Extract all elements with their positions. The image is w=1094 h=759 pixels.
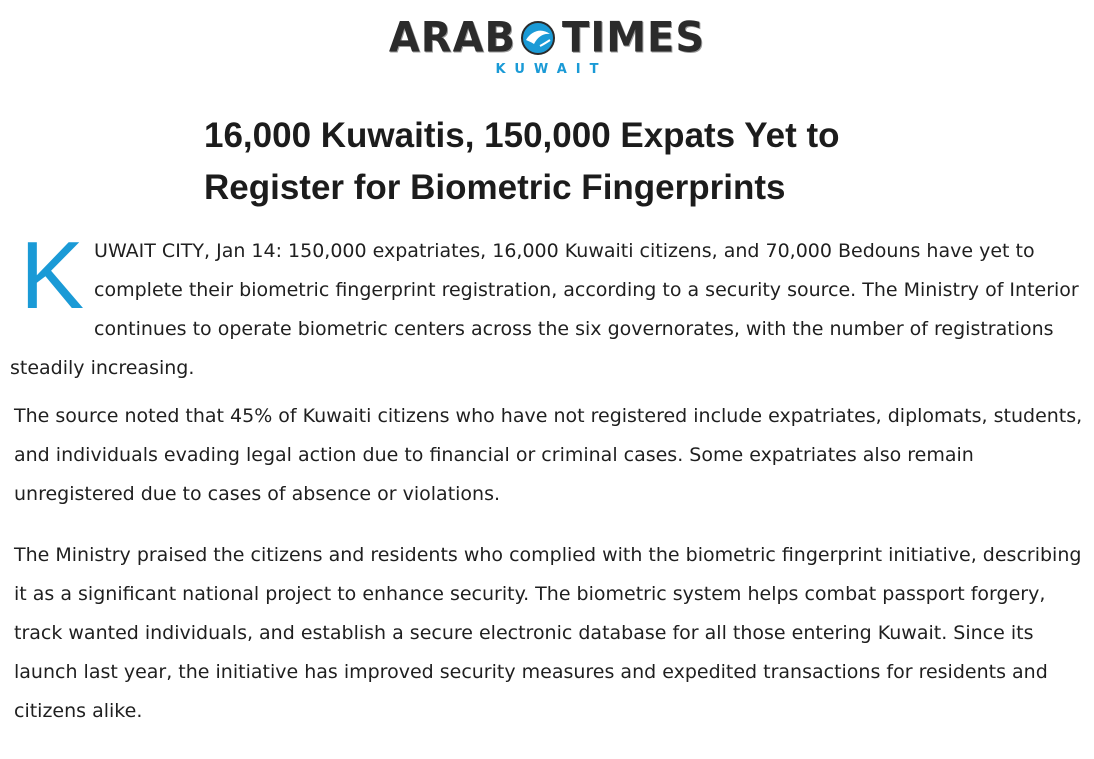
paragraph-2: The source noted that 45% of Kuwaiti citizens who have not registered include expatriates, diplomats, students, and individuals evading legal action due to financial or criminal cases. Some expatriates also remain unregistered due to cases of absence or violations. — [14, 405, 1083, 505]
paragraph-3: The Ministry praised the citizens and residents who complied with the biometric fingerprint initiative, describing it as a significant national project to enhance security. The biometric system helps combat passport forgery, track wanted individuals, and establish a secure electronic database for all those entering Kuwait. Since its launch last year, the initiative has improved security measures and expedited transactions for residents and citizens alike. — [14, 544, 1082, 722]
drop-cap: K — [20, 222, 85, 329]
masthead — [0, 14, 1094, 77]
lead-paragraph — [10, 222, 1086, 388]
logo-left-word: ARAB — [388, 13, 517, 63]
article-body — [10, 222, 1086, 731]
logo-subtitle: KUWAIT — [495, 62, 608, 77]
logo[interactable] — [0, 14, 1094, 62]
logo-right-word: TIMES — [562, 13, 706, 63]
globe-icon — [520, 20, 556, 56]
article-headline: 16,000 Kuwaitis, 150,000 Expats Yet to Register for Biometric Fingerprints — [204, 116, 840, 207]
lead-paragraph-text: UWAIT CITY, Jan 14: 150,000 expatriates, 16,000 Kuwaiti citizens, and 70,000 Bedouns have yet to complete their biometric fingerprint registration, according to a security source. The Ministry of Interior continues to operate biometric centers across the six governorates, with the number of registrations steadily increasing. — [10, 240, 1079, 379]
